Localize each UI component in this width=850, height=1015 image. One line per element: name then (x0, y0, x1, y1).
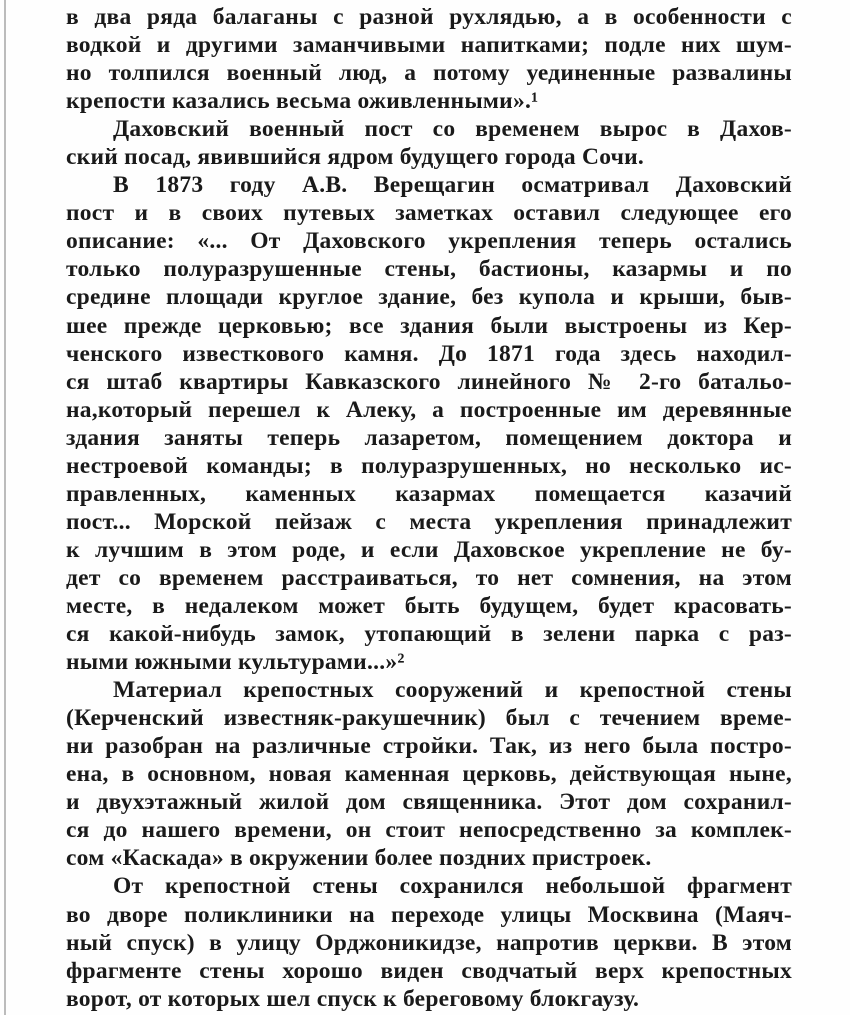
text-line: в два ряда балаганы с разной рухлядью, а в особенности с (66, 4, 792, 30)
text-line: месте, в недалеком может быть будущем, будет красовать- (66, 592, 792, 619)
paragraph-5 (66, 872, 792, 1012)
text-line: на,который перешел к Алеку, а построенные им деревянные (66, 396, 792, 423)
text-line: нестроевой команды; в полуразрушенных, но несколько ис- (66, 452, 792, 479)
text-line: правленных, каменных казармах помещается казачий (66, 480, 792, 507)
text-line: Материал крепостных сооружений и крепостной стены (113, 677, 792, 704)
text-line: ся какой-нибудь замок, утопающий в зелени парка с раз- (66, 621, 792, 648)
text-line: пост... Морской пейзаж с места укрепления принадлежит (66, 508, 792, 535)
text-line: (Керченский известняк-ракушечник) был с течением време- (66, 705, 792, 732)
text-line: ся штаб квартиры Кавказского линейного № 2-го батальо- (66, 368, 792, 395)
paragraph-4 (66, 676, 792, 872)
text-line: и двухэтажный жилой дом священника. Этот дом сохранил- (66, 789, 792, 816)
text-line: ена, в основном, новая каменная церковь, действующая ныне, (66, 761, 792, 788)
text-line: ченского известкового камня. До 1871 года здесь находил- (66, 340, 792, 367)
text-line: пост и в своих путевых заметках оставил следующее его (66, 200, 792, 227)
text-line: сом «Каскада» в окружении более поздних пристроек. (66, 845, 652, 872)
text-line: только полуразрушенные стены, бастионы, казармы и по (66, 256, 792, 283)
text-line: Даховский военный пост со временем вырос в Дахов- (113, 116, 792, 143)
text-line: описание: «... От Даховского укрепления теперь остались (66, 228, 792, 255)
text-line-with-footnote-ref: ными южными культурами...»² (66, 649, 405, 676)
text-line: ни разобран на различные стройки. Так, из него была постро- (66, 733, 792, 760)
text-line: ский посад, явившийся ядром будущего города Сочи. (66, 144, 645, 171)
text-line: но толпился военный люд, а потому уединенные развалины (66, 60, 792, 87)
page-edge-line (4, 0, 6, 1015)
text-line: водкой и другими заманчивыми напитками; подле них шум- (66, 32, 792, 59)
paragraph-2 (66, 115, 792, 171)
text-line: От крепостной стены сохранился небольшой фрагмент (113, 873, 792, 900)
text-line: ный спуск) в улицу Орджоникидзе, напротив церкви. В этом (66, 929, 792, 956)
text-line: средине площади круглое здание, без купола и крыши, быв- (66, 284, 792, 311)
text-line: ворот, от которых шел спуск к береговому блокгаузу. (66, 985, 640, 1012)
text-line: к лучшим в этом роде, и если Даховское укрепление не бу- (66, 536, 792, 563)
text-line: во дворе поликлиники на переходе улицы Москвина (Маяч- (66, 901, 792, 928)
text-line: шее прежде церковью; все здания были выстроены из Кер- (66, 312, 792, 339)
text-line: дет со временем расстраиваться, то нет сомнения, на этом (66, 564, 792, 591)
text-line: В 1873 году А.В. Верещагин осматривал Даховский (113, 172, 792, 199)
text-line-with-footnote-ref: крепости казались весьма оживленными».¹ (66, 88, 539, 115)
text-line: здания заняты теперь лазаретом, помещением доктора и (66, 424, 792, 451)
text-line: фрагменте стены хорошо виден сводчатый верх крепостных (66, 957, 792, 984)
text-line: ся до нашего времени, он стоит непосредственно за комплек- (66, 817, 792, 844)
paragraph-1 (66, 3, 792, 115)
paragraph-3 (66, 171, 792, 676)
text-block (66, 3, 792, 1013)
